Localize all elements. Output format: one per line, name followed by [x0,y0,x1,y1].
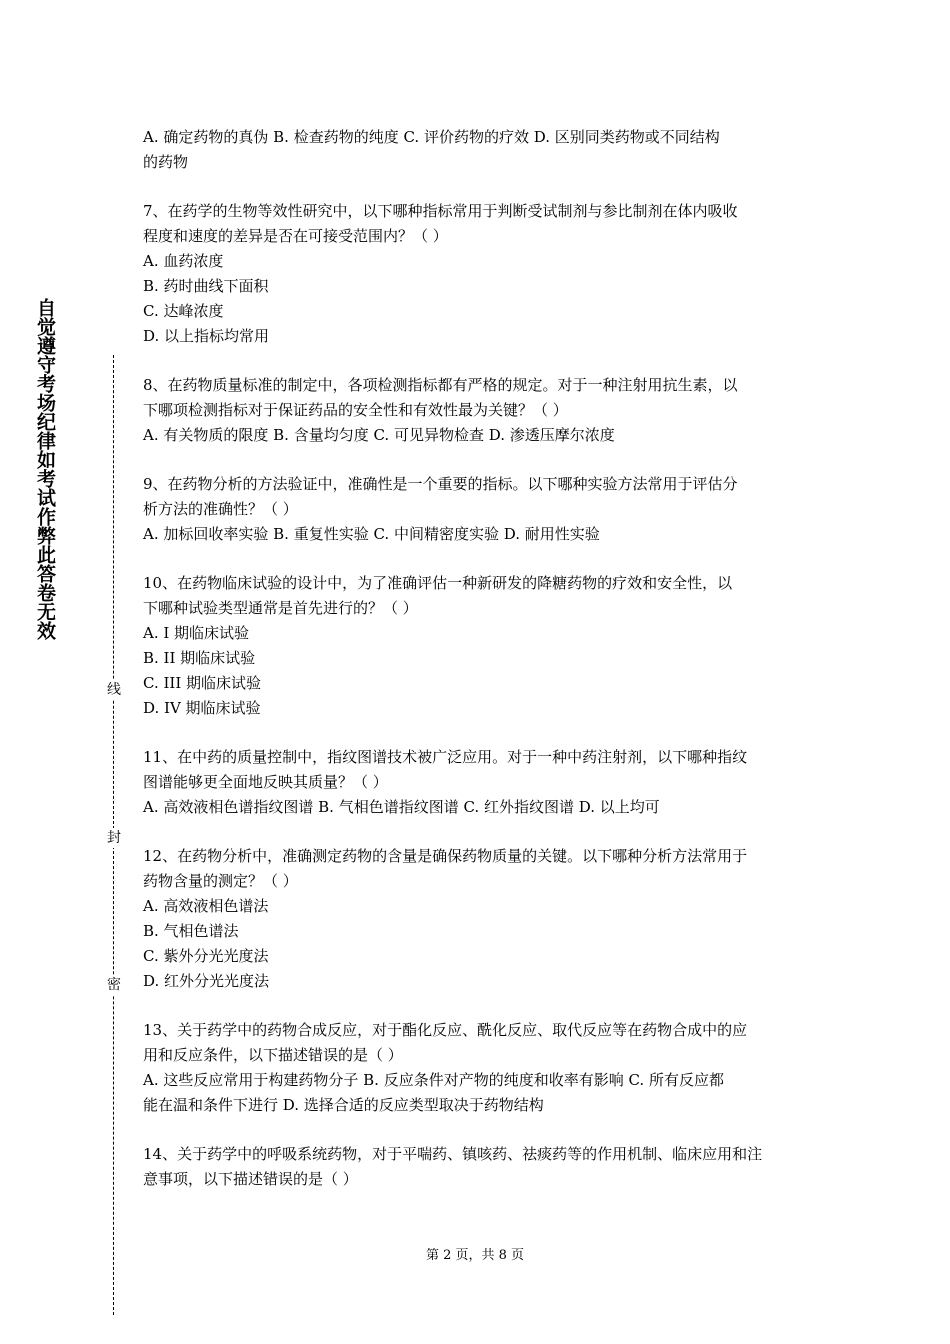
question-text-line: A. I 期临床试验 [143,624,250,642]
question-text-line: 析方法的准确性？（ ） [143,500,298,518]
question-text-line: 意事项，以下描述错误的是（ ） [143,1170,358,1188]
binding-mark-secret: 密 [104,975,124,995]
question-text-line: A. 加标回收率实验 B. 重复性实验 C. 中间精密度实验 D. 耐用性实验 [143,525,600,543]
question-gap [143,721,811,745]
exam-discipline-notice: 自觉遵守考场纪律如考试作弊此答卷无效 [34,298,56,640]
question-text-line: C. 紫外分光光度法 [143,947,269,965]
question-text-line: 9、在药物分析的方法验证中，准确性是一个重要的指标。以下哪种实验方法常用于评估分 [143,475,738,493]
question-text-line: A. 有关物质的限度 B. 含量均匀度 C. 可见异物检查 D. 渗透压摩尔浓度 [143,426,615,444]
question-gap [143,820,811,844]
question-text-line: D. 以上指标均常用 [143,327,270,345]
question-text-line: C. III 期临床试验 [143,674,262,692]
binding-mark-line: 线 [104,680,124,700]
question-text-line: 12、在药物分析中，准确测定药物的含量是确保药物质量的关键。以下哪种分析方法常用于 [143,847,748,865]
question-text-line: 的药物 [143,153,189,171]
question-text-line: A. 血药浓度 [143,252,224,270]
question-block [143,844,811,994]
question-gap [143,1118,811,1142]
question-gap [143,349,811,373]
question-block [143,1018,811,1118]
question-text-line: 14、关于药学中的呼吸系统药物，对于平喘药、镇咳药、祛痰药等的作用机制、临床应用和注 [143,1145,763,1163]
page-footer: 第 2 页，共 8 页 [425,1248,525,1263]
question-text-line: 下哪种试验类型通常是首先进行的？（ ） [143,599,418,617]
question-text-line: C. 达峰浓度 [143,302,224,320]
question-gap [143,547,811,571]
question-text-line: A. 高效液相色谱指纹图谱 B. 气相色谱指纹图谱 C. 红外指纹图谱 D. 以上均可 [143,798,660,816]
question-text-line: B. 药时曲线下面积 [143,277,269,295]
question-list [143,125,811,1192]
question-block [143,125,811,175]
question-gap [143,175,811,199]
question-text-line: 10、在药物临床试验的设计中，为了准确评估一种新研发的降糖药物的疗效和安全性，以 [143,574,733,592]
question-text-line: 下哪项检测指标对于保证药品的安全性和有效性最为关键？（ ） [143,401,568,419]
question-text-line: A. 确定药物的真伪 B. 检查药物的纯度 C. 评价药物的疗效 D. 区别同类药物或不同结构 [143,128,720,146]
question-text-line: 图谱能够更全面地反映其质量？（ ） [143,773,388,791]
question-block [143,571,811,721]
question-text-line: 7、在药学的生物等效性研究中，以下哪种指标常用于判断受试制剂与参比制剂在体内吸收 [143,202,738,220]
question-text-line: 8、在药物质量标准的制定中，各项检测指标都有严格的规定。对于一种注射用抗生素，以 [143,376,738,394]
question-text-line: A. 这些反应常用于构建药物分子 B. 反应条件对产物的纯度和收率有影响 C. 所有反应都 [143,1071,724,1089]
question-text-line: 能在温和条件下进行 D. 选择合适的反应类型取决于药物结构 [143,1096,544,1114]
question-text-line: 11、在中药的质量控制中，指纹图谱技术被广泛应用。对于一种中药注射剂，以下哪种指纹 [143,748,748,766]
question-text-line: B. 气相色谱法 [143,922,239,940]
question-text-line: B. II 期临床试验 [143,649,256,667]
question-text-line: 药物含量的测定？（ ） [143,872,298,890]
question-text-line: D. IV 期临床试验 [143,699,261,717]
question-gap [143,994,811,1018]
question-gap [143,448,811,472]
question-text-line: D. 红外分光光度法 [143,972,270,990]
question-text-line: 13、关于药学中的药物合成反应，对于酯化反应、酰化反应、取代反应等在药物合成中的应 [143,1021,748,1039]
question-block [143,199,811,349]
binding-mark-seal: 封 [104,828,124,848]
question-block [143,373,811,448]
question-text-line: A. 高效液相色谱法 [143,897,269,915]
question-block [143,472,811,547]
question-block [143,1142,811,1192]
question-text-line: 用和反应条件，以下描述错误的是（ ） [143,1046,403,1064]
question-block [143,745,811,820]
question-text-line: 程度和速度的差异是否在可接受范围内？（ ） [143,227,448,245]
